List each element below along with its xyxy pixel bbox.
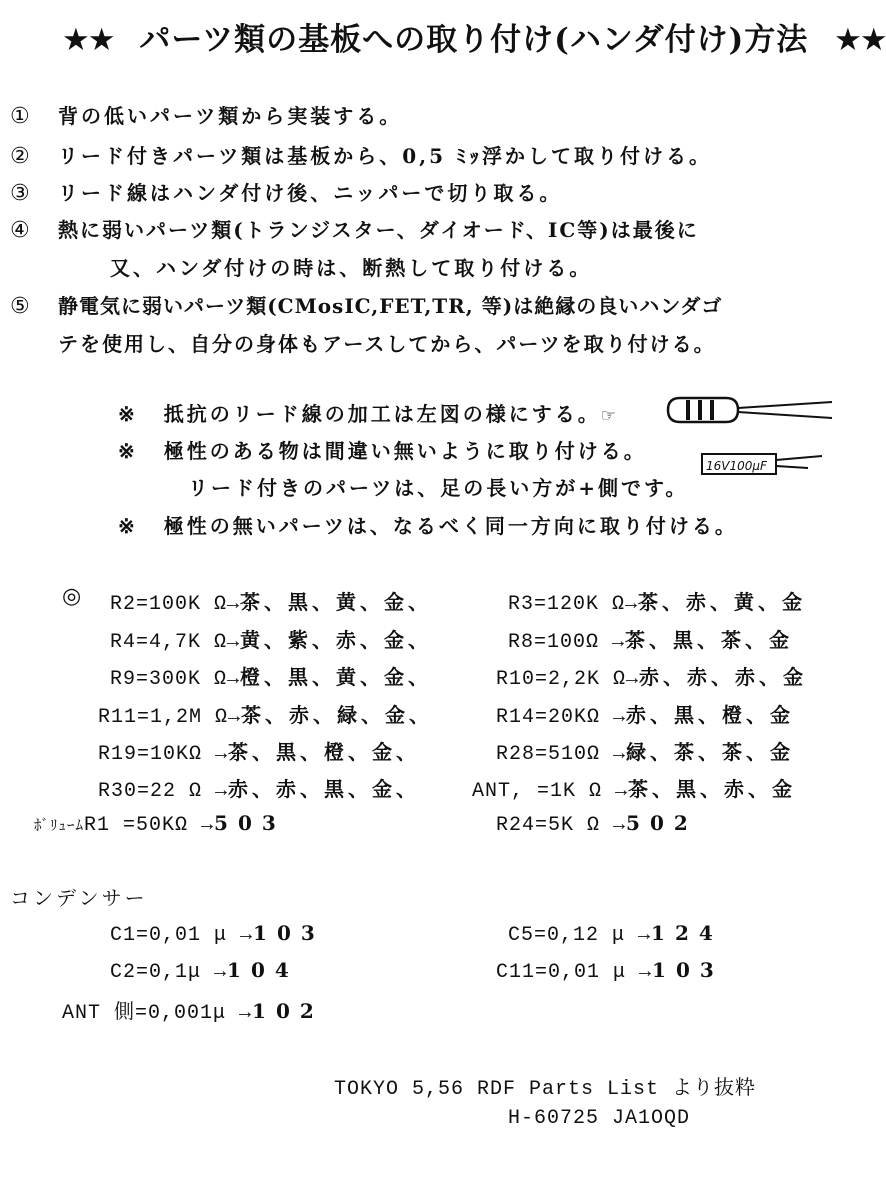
step-text-cont: 又、ハンダ付けの時は、断熱して取り付ける。 xyxy=(110,256,593,280)
step-number: ⑤ xyxy=(10,294,31,319)
pointing-hand-icon: ☞ xyxy=(600,406,619,426)
step-number: ① xyxy=(10,104,33,129)
resistor-row: R4=4,7K Ω→黄、紫、赤、金、 xyxy=(110,628,433,654)
step-text-cont: テを使用し、自分の身体もアースしてから、パーツを取り付ける。 xyxy=(58,332,716,356)
step-text: 熱に弱いパーツ類(トランジスター、ダイオード、IC等)は最後に xyxy=(58,218,699,242)
note-mark: ※ xyxy=(118,439,138,463)
capacitor-row: C11=0,01 μ →103 xyxy=(496,958,724,984)
step-text: 背の低いパーツ類から実装する。 xyxy=(58,104,403,128)
step-5 xyxy=(10,290,722,319)
note-mark: ※ xyxy=(118,402,138,426)
resistor-row: R2=100K Ω→茶、黒、黄、金、 xyxy=(110,590,433,616)
resistor-row: R19=10KΩ →茶、黒、橙、金、 xyxy=(98,740,421,766)
capacitor-row: C1=0,01 μ →103 xyxy=(110,921,325,947)
note-text: 極性のある物は間違い無いように取り付ける。 xyxy=(163,439,647,463)
note-mark: ※ xyxy=(118,514,138,538)
resistor-row: R8=100Ω →茶、黒、茶、金 xyxy=(508,628,794,654)
resistor-row: R11=1,2M Ω→茶、赤、緑、金、 xyxy=(98,703,434,729)
source-line-2: H-60725 JA1OQD xyxy=(508,1107,691,1130)
resistor-lead-drawing xyxy=(664,392,836,428)
step-5-continuation xyxy=(58,328,716,357)
step-2 xyxy=(10,140,712,169)
note-3 xyxy=(188,472,688,501)
resistor-row: ANT, =1K Ω →茶、黒、赤、金 xyxy=(472,777,797,803)
step-text: リード付きパーツ類は基板から、0,5 ﾐｯ浮かして取り付ける。 xyxy=(58,144,712,168)
step-4-continuation xyxy=(110,252,592,281)
step-1 xyxy=(10,100,402,129)
resistor-row: R10=2,2K Ω→赤、赤、赤、金 xyxy=(496,665,808,691)
resistor-row: R14=20KΩ →赤、黒、橙、金 xyxy=(496,703,795,729)
capacitor-label: 16V100μF xyxy=(706,459,767,473)
step-number: ④ xyxy=(10,218,32,243)
capacitor-row: ANT 側=0,001μ →102 xyxy=(62,999,324,1025)
note-text: 極性の無いパーツは、なるべく同一方向に取り付ける。 xyxy=(163,514,738,538)
step-number: ② xyxy=(10,144,33,169)
note-1 xyxy=(118,398,625,427)
note-2 xyxy=(118,435,647,464)
title-stars-right: ★★ xyxy=(834,22,886,58)
note-4 xyxy=(118,510,738,539)
resistor-row: R28=510Ω →緑、茶、茶、金 xyxy=(496,740,795,766)
step-3 xyxy=(10,177,562,206)
resistor-row: R24=5K Ω →502 xyxy=(496,811,698,837)
resistor-row: R3=120K Ω→茶、赤、黄、金 xyxy=(508,590,807,616)
capacitor-row: C2=0,1μ →104 xyxy=(110,958,299,984)
capacitor-row: C5=0,12 μ →124 xyxy=(508,921,723,947)
source-line-1: TOKYO 5,56 RDF Parts List より抜粋 xyxy=(334,1078,757,1101)
capacitor-drawing xyxy=(698,448,826,478)
capacitor-heading: コンデンサー xyxy=(10,886,148,910)
title-stars-left: ★★ xyxy=(62,22,114,58)
page-title xyxy=(62,14,886,59)
step-number: ③ xyxy=(10,181,33,206)
note-text: リード付きのパーツは、足の長い方が+側です。 xyxy=(188,476,689,500)
note-text: 抵抗のリード線の加工は左図の様にする。 xyxy=(163,402,601,426)
resistor-row: R30=22 Ω →赤、赤、黒、金、 xyxy=(98,777,421,803)
title-text: パーツ類の基板への取り付け(ハンダ付け)方法 xyxy=(139,22,809,58)
step-text: リード線はハンダ付け後、ニッパーで切り取る。 xyxy=(58,181,563,205)
resistor-row-volume: ﾎﾞﾘｭｰﾑR1 =50KΩ →503 xyxy=(34,811,286,837)
step-text: 静電気に弱いパーツ類(CMosIC,FET,TR, 等)は絶縁の良いハンダゴ xyxy=(58,294,723,318)
resistor-row: R9=300K Ω→橙、黒、黄、金、 xyxy=(110,665,433,691)
step-4 xyxy=(10,214,699,243)
resistor-marker: ◎ xyxy=(62,584,82,609)
